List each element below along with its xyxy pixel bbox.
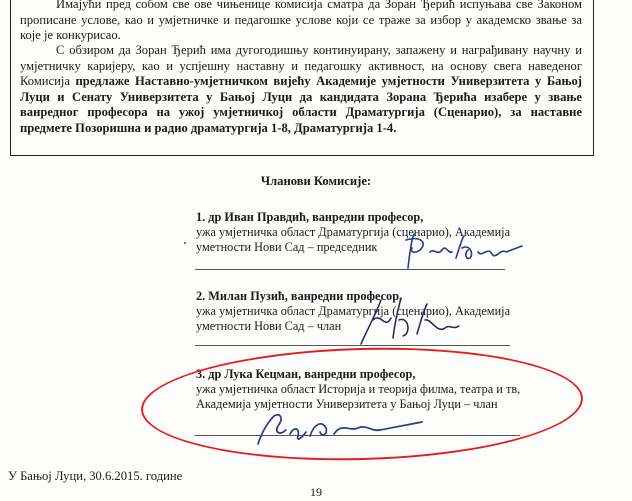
member-field: ужа умјетничка област Историја и теорија филма, театра и тв, xyxy=(196,382,521,396)
page-number: 19 xyxy=(310,485,322,499)
proposal-intro: С обзиром да Зоран Ђерић има дугогодишњу континуирану, запажену и награђивану научну и умјетничку каријеру, као и успјешну наставну и педагошку активност, на основу свега наведеног Комисија xyxy=(20,43,582,88)
red-highlight-ellipse xyxy=(140,342,585,466)
member-field: ужа умјетничка област Драматургија (сценарио), Академија xyxy=(196,225,511,239)
member-affiliation: уметности Нови Сад – председник xyxy=(196,240,378,254)
member-affiliation: Академија умјетности Универзитета у Бањој Луци – члан xyxy=(196,397,498,411)
member-name: 2. Милан Пузић, ванредни професор, xyxy=(196,289,403,303)
signature-1 xyxy=(400,228,530,276)
proposal-bold: предлаже Наставно-умјетничком вијећу Академије умјетности Универзитета у Бањој Луци и Сенату Универзитета у Бањој Луци да кандидата Зорана Ђерића изабере у звање ванредног професора на ужој умјетничкој области Драматургија (Сценарио), за наставне предмете Позоришна и радио драматургија 1-8, Драматургија 1-4. xyxy=(20,74,582,135)
report-paragraph-conditions: Имајући пред собом све ове чињенице комисија сматра да Зоран Ђерић испуњава све Законом прописане услове, као и умјетничке и педагошке услове који се траже за избор у академско звање за које је конкурисао. xyxy=(20,0,582,42)
committee-heading: Чланови Комисије: xyxy=(260,174,372,188)
member-name: 3. др Лука Кецман, ванредни професор, xyxy=(196,367,416,381)
member-affiliation: уметности Нови Сад – члан xyxy=(196,319,342,333)
member-name: 1. др Иван Правдић, ванредни професор, xyxy=(196,210,424,224)
report-paragraph-proposal xyxy=(20,43,582,136)
ink-speck xyxy=(184,242,186,244)
place-date: У Бањој Луци, 30.6.2015. године xyxy=(8,469,183,483)
signature-2 xyxy=(355,290,465,350)
member-field: ужа умјетничка област Драматургија (сценарио), Академија xyxy=(196,304,511,318)
